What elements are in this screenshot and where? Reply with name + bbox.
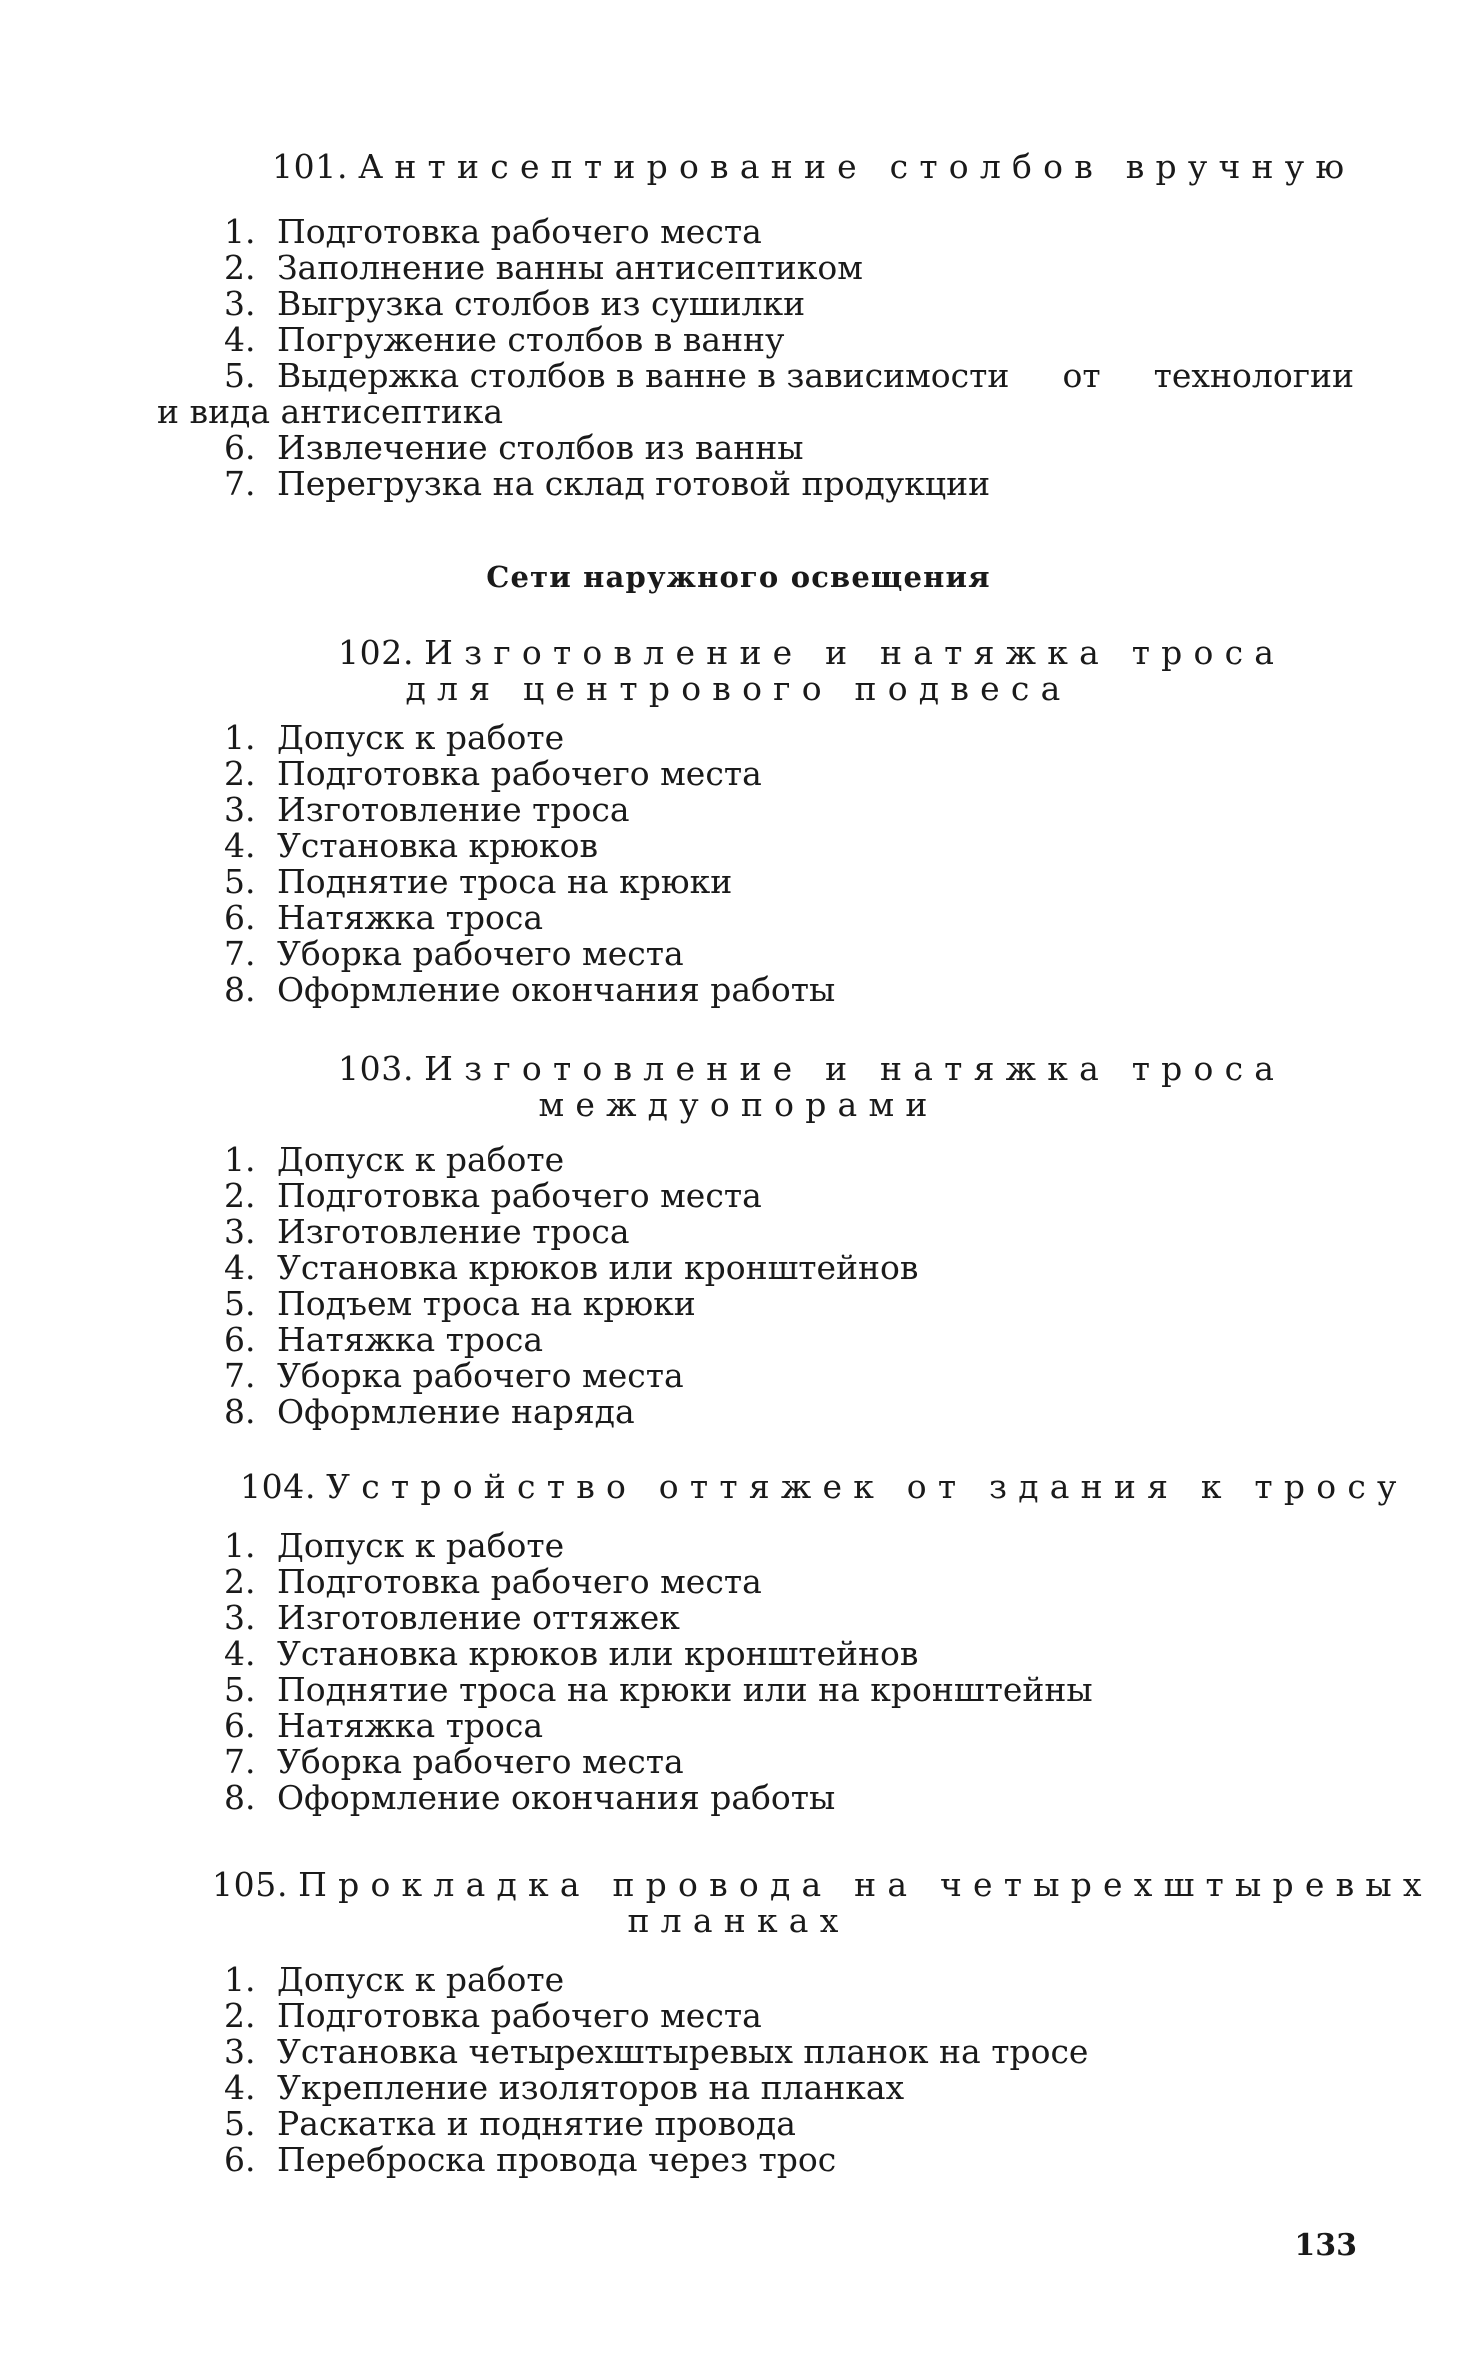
item-text: Перегрузка на склад готовой продукции bbox=[277, 464, 991, 503]
list-101-cont bbox=[224, 430, 990, 502]
heading-101 bbox=[272, 147, 1356, 186]
list-item bbox=[224, 1708, 1093, 1744]
item-text: Оформление наряда bbox=[277, 1392, 635, 1431]
item-text: Изготовление троса bbox=[277, 790, 630, 829]
item-number: 7. bbox=[224, 1356, 256, 1395]
item-number: 5. bbox=[224, 356, 256, 395]
list-item bbox=[224, 1178, 919, 1214]
item-text: Погружение столбов в ванну bbox=[277, 320, 785, 359]
item-text: Укрепление изоляторов на планках bbox=[277, 2068, 905, 2107]
item-text: Уборка рабочего места bbox=[277, 934, 684, 973]
item-number: 5. bbox=[224, 1284, 256, 1323]
item-text: Уборка рабочего места bbox=[277, 1356, 684, 1395]
item-text: Установка четырехштыревых планок на тросе bbox=[277, 2032, 1089, 2071]
item-text: Оформление окончания работы bbox=[277, 1778, 836, 1817]
list-item bbox=[224, 1528, 1093, 1564]
list-item bbox=[224, 720, 835, 756]
item-number: 1. bbox=[224, 1526, 256, 1565]
list-item bbox=[224, 2034, 1088, 2070]
item-text: Установка крюков или кронштейнов bbox=[277, 1634, 919, 1673]
item-text: Натяжка троса bbox=[277, 898, 544, 937]
list-104 bbox=[224, 1528, 1093, 1816]
list-item bbox=[224, 1962, 1088, 1998]
heading-number: 104. bbox=[240, 1467, 317, 1506]
item-text: Выгрузка столбов из сушилки bbox=[277, 284, 806, 323]
item-text: Подготовка рабочего места bbox=[277, 754, 762, 793]
item-number: 2. bbox=[224, 754, 256, 793]
list-item bbox=[224, 1600, 1093, 1636]
list-101 bbox=[224, 214, 863, 358]
item-text: Изготовление троса bbox=[277, 1212, 630, 1251]
list-item bbox=[224, 936, 835, 972]
list-item bbox=[224, 1214, 919, 1250]
list-item bbox=[224, 756, 835, 792]
list-item bbox=[224, 1636, 1093, 1672]
item-text: Подготовка рабочего места bbox=[277, 1996, 762, 2035]
item-text: технологии bbox=[1153, 356, 1354, 395]
heading-title: Антисептирование столбов вручную bbox=[358, 147, 1356, 186]
item-text: Поднятие троса на крюки или на кронштейны bbox=[277, 1670, 1093, 1709]
list-item bbox=[224, 2142, 1088, 2178]
heading-number: 103. bbox=[338, 1049, 415, 1088]
item-number: 6. bbox=[224, 2140, 256, 2179]
list-item bbox=[224, 2106, 1088, 2142]
list-item bbox=[224, 1250, 919, 1286]
heading-title: Устройство оттяжек от здания к тросу bbox=[326, 1467, 1408, 1506]
item-text: Подготовка рабочего места bbox=[277, 1562, 762, 1601]
list-item bbox=[224, 1564, 1093, 1600]
list-item bbox=[224, 2070, 1088, 2106]
item-text: Извлечение столбов из ванны bbox=[277, 428, 804, 467]
item-number: 4. bbox=[224, 1634, 256, 1673]
list-105 bbox=[224, 1962, 1088, 2178]
item-number: 8. bbox=[224, 1392, 256, 1431]
item-number: 5. bbox=[224, 862, 256, 901]
item-text: Изготовление оттяжек bbox=[277, 1598, 680, 1637]
item-text: Переброска провода через трос bbox=[277, 2140, 837, 2179]
item-number: 2. bbox=[224, 1996, 256, 2035]
item-number: 5. bbox=[224, 1670, 256, 1709]
item-text: Заполнение ванны антисептиком bbox=[277, 248, 863, 287]
list-item bbox=[224, 1998, 1088, 2034]
item-number: 6. bbox=[224, 1320, 256, 1359]
item-number: 4. bbox=[224, 320, 256, 359]
item-continuation: и вида антисептика bbox=[157, 392, 504, 431]
item-number: 1. bbox=[224, 718, 256, 757]
list-item bbox=[224, 1394, 919, 1430]
item-text: Выдержка столбов в ванне в зависимости bbox=[277, 356, 1010, 395]
list-item bbox=[224, 1780, 1093, 1816]
item-text: Поднятие троса на крюки bbox=[277, 862, 733, 901]
list-item bbox=[224, 214, 863, 250]
item-number: 1. bbox=[224, 1960, 256, 1999]
item-number: 3. bbox=[224, 790, 256, 829]
item-number: 1. bbox=[224, 212, 256, 251]
heading-102 bbox=[338, 633, 1286, 672]
item-text: Натяжка троса bbox=[277, 1706, 544, 1745]
item-text: Подъем троса на крюки bbox=[277, 1284, 696, 1323]
item-number: 3. bbox=[224, 284, 256, 323]
item-number: 8. bbox=[224, 1778, 256, 1817]
item-number: 4. bbox=[224, 2068, 256, 2107]
item-text: Допуск к работе bbox=[277, 1140, 565, 1179]
item-text: от bbox=[1062, 356, 1101, 395]
item-number: 8. bbox=[224, 970, 256, 1009]
item-number: 7. bbox=[224, 1742, 256, 1781]
heading-number: 102. bbox=[338, 633, 415, 672]
item-number: 4. bbox=[224, 1248, 256, 1287]
item-text: Установка крюков или кронштейнов bbox=[277, 1248, 919, 1287]
item-number: 3. bbox=[224, 2032, 256, 2071]
list-item bbox=[224, 864, 835, 900]
item-number: 6. bbox=[224, 1706, 256, 1745]
item-number: 1. bbox=[224, 1140, 256, 1179]
heading-103 bbox=[338, 1049, 1286, 1088]
item-number: 3. bbox=[224, 1212, 256, 1251]
list-item bbox=[224, 466, 990, 502]
list-item bbox=[224, 250, 863, 286]
heading-105 bbox=[212, 1865, 1433, 1904]
list-item bbox=[224, 1358, 919, 1394]
list-item bbox=[224, 828, 835, 864]
item-number: 7. bbox=[224, 464, 256, 503]
item-number: 2. bbox=[224, 1176, 256, 1215]
list-item bbox=[224, 286, 863, 322]
item-text: Натяжка троса bbox=[277, 1320, 544, 1359]
item-number: 3. bbox=[224, 1598, 256, 1637]
list-item bbox=[224, 1744, 1093, 1780]
item-text: Установка крюков bbox=[277, 826, 599, 865]
item-text: Допуск к работе bbox=[277, 1526, 565, 1565]
heading-title: Изготовление и натяжка троса bbox=[424, 1049, 1286, 1088]
heading-title: Изготовление и натяжка троса bbox=[424, 633, 1286, 672]
item-text: Уборка рабочего места bbox=[277, 1742, 684, 1781]
item-number: 4. bbox=[224, 826, 256, 865]
list-item bbox=[224, 792, 835, 828]
heading-title: Прокладка провода на четырехштыревых bbox=[298, 1865, 1433, 1904]
item-text: Подготовка рабочего места bbox=[277, 1176, 762, 1215]
page-number: 133 bbox=[1294, 2228, 1357, 2263]
list-item-justified bbox=[224, 358, 1354, 394]
list-item bbox=[224, 900, 835, 936]
item-number: 2. bbox=[224, 248, 256, 287]
list-item bbox=[224, 1142, 919, 1178]
heading-103-line2: междуопорами bbox=[538, 1085, 939, 1124]
heading-104 bbox=[240, 1467, 1408, 1506]
item-text: Подготовка рабочего места bbox=[277, 212, 762, 251]
list-item bbox=[224, 1672, 1093, 1708]
list-item bbox=[224, 1286, 919, 1322]
item-number: 7. bbox=[224, 934, 256, 973]
heading-105-line2: планках bbox=[627, 1901, 850, 1940]
list-item bbox=[224, 430, 990, 466]
list-item bbox=[224, 972, 835, 1008]
item-text: Раскатка и поднятие провода bbox=[277, 2104, 796, 2143]
list-item bbox=[224, 1322, 919, 1358]
item-text: Оформление окончания работы bbox=[277, 970, 836, 1009]
list-102 bbox=[224, 720, 835, 1008]
section-title: Сети наружного освещения bbox=[486, 560, 991, 594]
item-text: Допуск к работе bbox=[277, 1960, 565, 1999]
item-number: 6. bbox=[224, 428, 256, 467]
heading-102-line2: для центрового подвеса bbox=[405, 669, 1072, 708]
item-number: 2. bbox=[224, 1562, 256, 1601]
item-number: 6. bbox=[224, 898, 256, 937]
item-number: 5. bbox=[224, 2104, 256, 2143]
heading-number: 101. bbox=[272, 147, 349, 186]
list-item bbox=[224, 322, 863, 358]
heading-number: 105. bbox=[212, 1865, 289, 1904]
list-103 bbox=[224, 1142, 919, 1430]
item-text: Допуск к работе bbox=[277, 718, 565, 757]
